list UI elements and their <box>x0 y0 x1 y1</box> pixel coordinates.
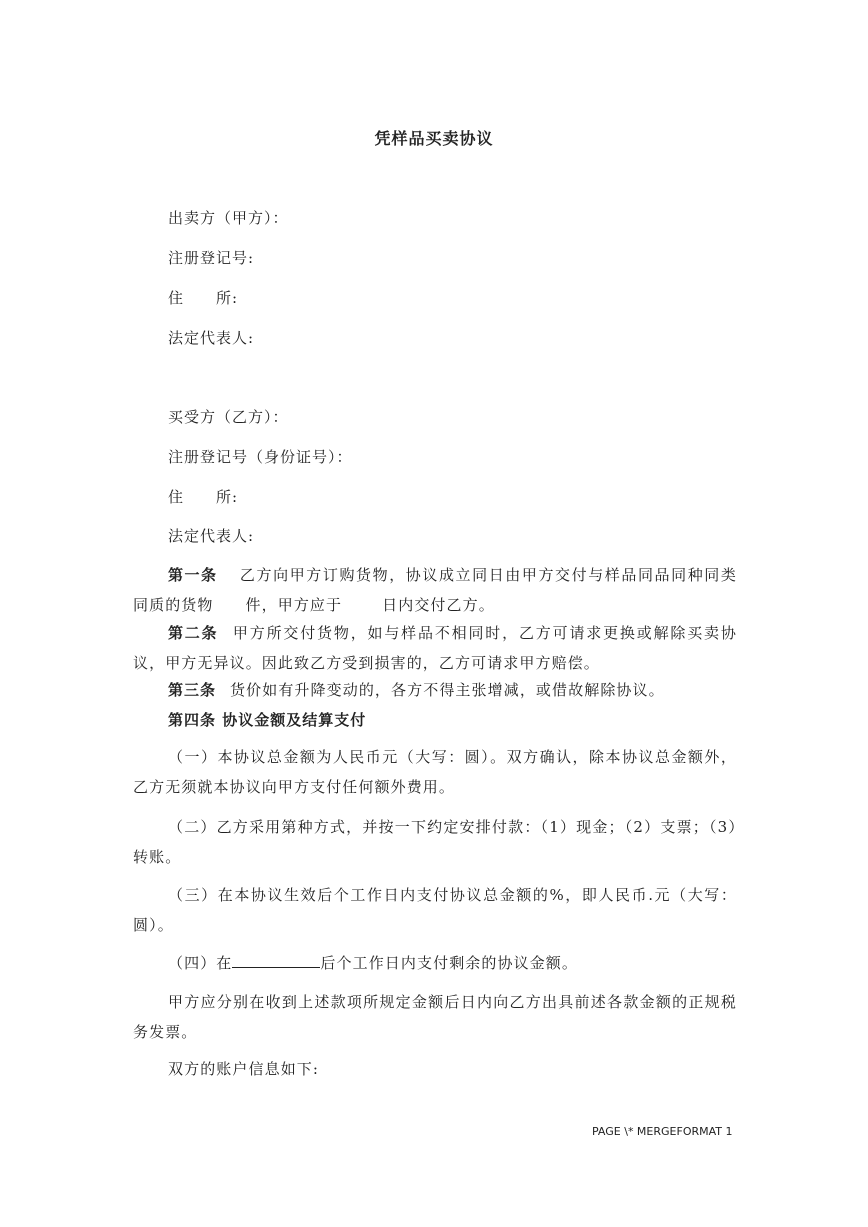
buyer-reg-no-label: 注册登记号（身份证号）： <box>168 448 353 466</box>
payment-clause-3: （三）在本协议生效后个工作日内支付协议总金额的%，即人民币.元（大写：圆）。 <box>133 886 737 934</box>
blank-underline <box>232 953 320 968</box>
article-3-text: 货价如有升降变动的，各方不得主张增减，或借故解除协议。 <box>230 681 665 699</box>
payment-clause-4 <box>133 948 737 978</box>
payment-clause-2: （二）乙方采用第种方式，并按一下约定安排付款：（1）现金；（2）支票；（3）转账。 <box>133 818 737 866</box>
payment-clause-4-end: 后个工作日内支付剩余的协议金额。 <box>320 954 579 972</box>
article-3-label: 第三条 <box>168 681 217 699</box>
article-1-text-3: 件，甲方应于 <box>245 596 343 614</box>
article-4-heading: 第四条 协议金额及结算支付 <box>168 711 367 729</box>
seller-party-label: 出卖方（甲方）： <box>168 209 289 227</box>
article-1-text-4: 日内交付乙方。 <box>382 596 495 614</box>
article-2 <box>133 618 737 678</box>
article-3 <box>133 675 737 705</box>
seller-rep-label: 法定代表人: <box>168 329 255 347</box>
page-footer: PAGE \* MERGEFORMAT 1 <box>592 1125 733 1138</box>
seller-reg-no-label: 注册登记号: <box>168 249 255 267</box>
buyer-rep-label: 法定代表人: <box>168 527 255 545</box>
article-1-text-2: 货物，协议成立同日由甲方交付与样品同品同种同类同质的货物 <box>133 566 737 614</box>
payment-clause-4-start: （四）在 <box>168 954 233 972</box>
seller-address-label: 住 所: <box>168 289 239 307</box>
invoice-clause: 甲方应分别在收到上述款项所规定金额后日内向乙方出具前述各款金额的正规税务发票。 <box>133 993 737 1041</box>
article-1-label: 第一条 <box>168 566 218 584</box>
document-title: 凭样品买卖协议 <box>374 129 494 148</box>
article-1 <box>133 560 737 620</box>
buyer-address-label: 住 所: <box>168 488 239 506</box>
account-info-label: 双方的账户信息如下: <box>168 1060 320 1078</box>
article-2-label: 第二条 <box>168 624 219 642</box>
article-1-text-1: 乙方向甲方订购 <box>239 566 357 584</box>
buyer-party-label: 买受方（乙方）： <box>168 408 289 426</box>
payment-clause-1: （一）本协议总金额为人民币元（大写：圆）。双方确认，除本协议总金额外，乙方无须就本协议向甲方支付任何额外费用。 <box>133 748 737 796</box>
article-2-text: 甲方所交付货物，如与样品不相同时，乙方可请求更换或解除买卖协议，甲方无异议。因此致乙方受到损害的，乙方可请求甲方赔偿。 <box>133 624 737 672</box>
